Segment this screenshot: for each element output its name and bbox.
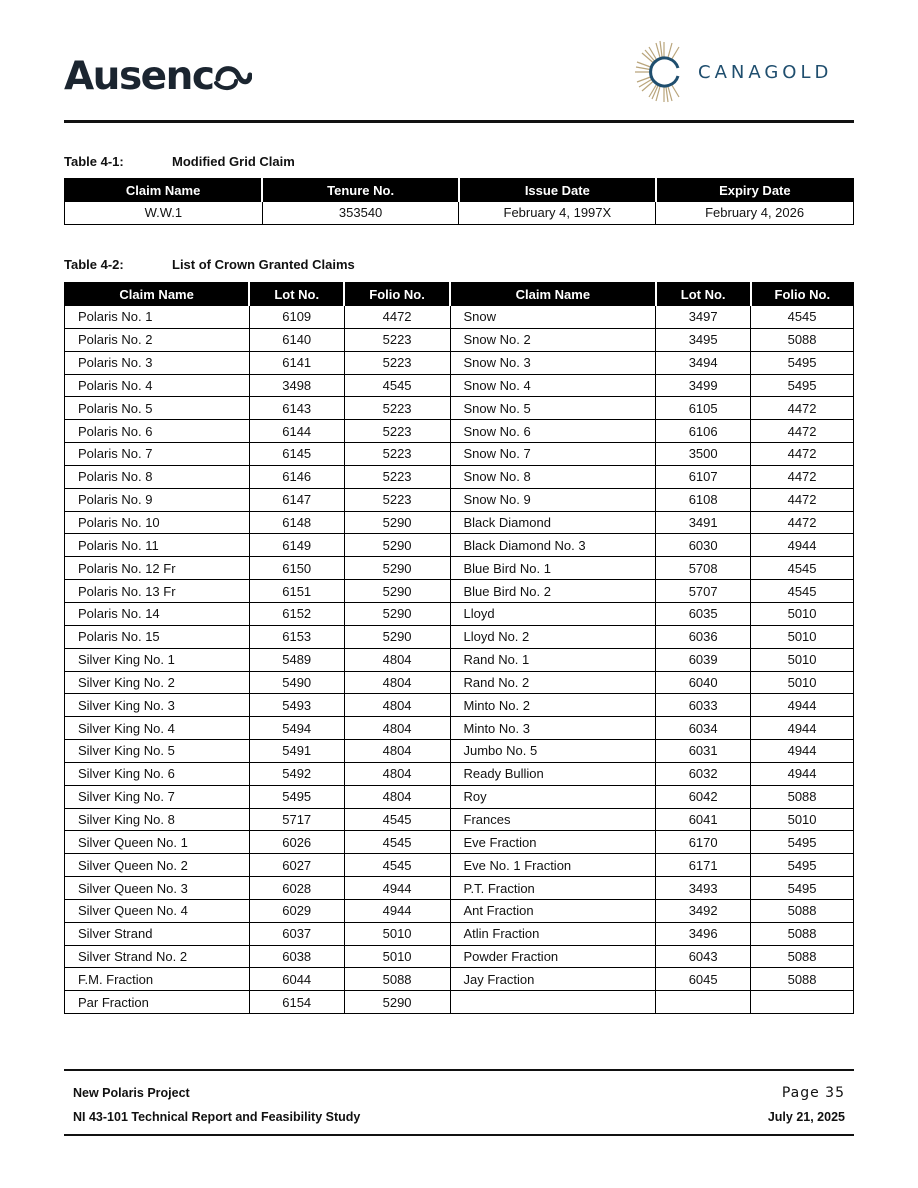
table-cell: 5290 xyxy=(344,511,450,534)
table-cell: February 4, 2026 xyxy=(656,202,854,225)
table-cell: 6151 xyxy=(249,580,344,603)
table-cell: Polaris No. 13 Fr xyxy=(65,580,250,603)
table-cell: P.T. Fraction xyxy=(450,877,656,900)
table-cell: 5010 xyxy=(751,648,854,671)
table-cell: Lloyd xyxy=(450,602,656,625)
table-cell: 4472 xyxy=(751,443,854,466)
table-cell: 3496 xyxy=(656,922,751,945)
table-cell: 4545 xyxy=(344,374,450,397)
table-cell: 6045 xyxy=(656,968,751,991)
table-row xyxy=(65,968,854,991)
table-cell: 6143 xyxy=(249,397,344,420)
table-cell: Polaris No. 4 xyxy=(65,374,250,397)
table-row xyxy=(65,488,854,511)
column-header: Tenure No. xyxy=(262,179,459,202)
table-row xyxy=(65,397,854,420)
table-cell: 6107 xyxy=(656,465,751,488)
table-row xyxy=(65,899,854,922)
table-cell: Polaris No. 1 xyxy=(65,306,250,329)
column-header: Lot No. xyxy=(656,283,751,306)
table-cell: 5495 xyxy=(751,854,854,877)
table-cell: 4944 xyxy=(344,899,450,922)
table-row xyxy=(65,306,854,329)
table-cell: 5010 xyxy=(751,625,854,648)
table-cell: Snow No. 7 xyxy=(450,443,656,466)
table-row xyxy=(65,671,854,694)
table2-title: List of Crown Granted Claims xyxy=(172,257,355,272)
table-cell: Silver Queen No. 1 xyxy=(65,831,250,854)
table-cell: February 4, 1997X xyxy=(459,202,656,225)
ausenco-logo: Ausenc xyxy=(64,54,252,100)
table-row xyxy=(65,854,854,877)
table2-caption xyxy=(64,257,355,272)
table-row xyxy=(65,420,854,443)
table-cell: Snow No. 2 xyxy=(450,328,656,351)
table-cell: Polaris No. 15 xyxy=(65,625,250,648)
table-cell: 5495 xyxy=(751,374,854,397)
footer-rule-bottom xyxy=(64,1134,854,1136)
table-row xyxy=(65,945,854,968)
table-cell: Polaris No. 12 Fr xyxy=(65,557,250,580)
column-header: Lot No. xyxy=(249,283,344,306)
column-header: Folio No. xyxy=(751,283,854,306)
table-cell xyxy=(450,991,656,1014)
table-cell: 4944 xyxy=(751,717,854,740)
table-cell: Polaris No. 3 xyxy=(65,351,250,374)
table-cell: 5010 xyxy=(751,808,854,831)
table-cell: Blue Bird No. 1 xyxy=(450,557,656,580)
table-cell: 6150 xyxy=(249,557,344,580)
table-row xyxy=(65,328,854,351)
table-cell: 5223 xyxy=(344,328,450,351)
table-cell: Silver Queen No. 2 xyxy=(65,854,250,877)
table-cell: 5223 xyxy=(344,443,450,466)
table-cell: 5088 xyxy=(751,968,854,991)
table-cell: 4545 xyxy=(344,854,450,877)
table-cell: 6031 xyxy=(656,740,751,763)
page-number: Page 35 xyxy=(781,1085,845,1101)
table-cell: 6170 xyxy=(656,831,751,854)
table-cell: 5708 xyxy=(656,557,751,580)
table-cell: 6105 xyxy=(656,397,751,420)
table-cell: 4472 xyxy=(751,488,854,511)
table-cell: 6036 xyxy=(656,625,751,648)
table-cell: 5707 xyxy=(656,580,751,603)
table-cell: Polaris No. 14 xyxy=(65,602,250,625)
table-row xyxy=(65,443,854,466)
table-cell: 5223 xyxy=(344,488,450,511)
ausenco-swirl-icon xyxy=(212,59,252,95)
table-cell: 5290 xyxy=(344,580,450,603)
footer-date: July 21, 2025 xyxy=(767,1110,845,1124)
table-cell: Silver Strand xyxy=(65,922,250,945)
table-cell: 5495 xyxy=(751,831,854,854)
table-cell: 6042 xyxy=(656,785,751,808)
table-row xyxy=(65,991,854,1014)
table-cell: 5010 xyxy=(344,922,450,945)
table-cell: 5223 xyxy=(344,420,450,443)
table-cell xyxy=(656,991,751,1014)
table-cell: 5290 xyxy=(344,991,450,1014)
table-cell: 3500 xyxy=(656,443,751,466)
table-cell: 4472 xyxy=(751,420,854,443)
table-cell: 3499 xyxy=(656,374,751,397)
crown-granted-claims-table xyxy=(64,282,854,1014)
table-cell: Silver King No. 1 xyxy=(65,648,250,671)
table-cell: 353540 xyxy=(262,202,459,225)
table-cell: 6109 xyxy=(249,306,344,329)
table-cell: Black Diamond xyxy=(450,511,656,534)
table-cell: 5489 xyxy=(249,648,344,671)
table-cell: 6153 xyxy=(249,625,344,648)
table-cell: 6027 xyxy=(249,854,344,877)
table-cell: Frances xyxy=(450,808,656,831)
table-cell: Silver King No. 6 xyxy=(65,762,250,785)
table-cell: 6032 xyxy=(656,762,751,785)
table-cell: Snow No. 6 xyxy=(450,420,656,443)
table-cell: 3491 xyxy=(656,511,751,534)
table-cell: 4804 xyxy=(344,740,450,763)
table-cell: Rand No. 2 xyxy=(450,671,656,694)
table-cell: 5290 xyxy=(344,557,450,580)
table-cell: 4545 xyxy=(751,580,854,603)
table-row xyxy=(65,762,854,785)
table-cell: 6044 xyxy=(249,968,344,991)
table-cell: Ant Fraction xyxy=(450,899,656,922)
table-cell: 6148 xyxy=(249,511,344,534)
table-cell: 5088 xyxy=(751,945,854,968)
table-row xyxy=(65,511,854,534)
table-cell: 5290 xyxy=(344,534,450,557)
table-cell: 4804 xyxy=(344,694,450,717)
table-row xyxy=(65,351,854,374)
table-cell: 6033 xyxy=(656,694,751,717)
table-cell xyxy=(751,991,854,1014)
table-cell: 3498 xyxy=(249,374,344,397)
table-row xyxy=(65,374,854,397)
table-cell: 5223 xyxy=(344,465,450,488)
table-cell: 3495 xyxy=(656,328,751,351)
table-cell: 6145 xyxy=(249,443,344,466)
table-header-row xyxy=(65,283,854,306)
table-cell: 6141 xyxy=(249,351,344,374)
table-cell: Powder Fraction xyxy=(450,945,656,968)
table-cell: 4944 xyxy=(751,534,854,557)
table-cell: 4944 xyxy=(751,740,854,763)
table-cell: 4472 xyxy=(751,397,854,420)
table-cell: 5010 xyxy=(751,602,854,625)
table-cell: 6039 xyxy=(656,648,751,671)
table-header-row xyxy=(65,179,854,202)
table-cell: 3497 xyxy=(656,306,751,329)
table1-label: Table 4-1: xyxy=(64,154,124,169)
table-cell: W.W.1 xyxy=(65,202,263,225)
table-cell: 4804 xyxy=(344,671,450,694)
table-cell: Snow xyxy=(450,306,656,329)
table-cell: 6040 xyxy=(656,671,751,694)
table-cell: 6028 xyxy=(249,877,344,900)
table-cell: Silver King No. 2 xyxy=(65,671,250,694)
table-cell: Silver King No. 3 xyxy=(65,694,250,717)
table-cell: 4472 xyxy=(344,306,450,329)
table-row xyxy=(65,602,854,625)
table-row xyxy=(65,534,854,557)
table-cell: Silver King No. 7 xyxy=(65,785,250,808)
table-cell: Polaris No. 5 xyxy=(65,397,250,420)
canagold-sunburst-icon xyxy=(634,40,690,104)
table-cell: 6146 xyxy=(249,465,344,488)
table-cell: Silver Strand No. 2 xyxy=(65,945,250,968)
table-cell: Jay Fraction xyxy=(450,968,656,991)
table-cell: 5088 xyxy=(344,968,450,991)
footer-report-title: NI 43-101 Technical Report and Feasibility Study xyxy=(73,1110,361,1124)
table-cell: Minto No. 2 xyxy=(450,694,656,717)
header-rule xyxy=(64,120,854,123)
table1-caption xyxy=(64,154,295,169)
table-cell: 5223 xyxy=(344,351,450,374)
table-cell: 6147 xyxy=(249,488,344,511)
table-row xyxy=(65,625,854,648)
table-cell: 5088 xyxy=(751,922,854,945)
table-cell: 5491 xyxy=(249,740,344,763)
table-cell: F.M. Fraction xyxy=(65,968,250,991)
table-row xyxy=(65,785,854,808)
table-cell: Snow No. 5 xyxy=(450,397,656,420)
table-cell: Snow No. 4 xyxy=(450,374,656,397)
table-cell: 4804 xyxy=(344,762,450,785)
table-cell: Ready Bullion xyxy=(450,762,656,785)
table-cell: 4804 xyxy=(344,717,450,740)
table-cell: 4545 xyxy=(751,306,854,329)
table-cell: Atlin Fraction xyxy=(450,922,656,945)
table-cell: 4472 xyxy=(751,465,854,488)
table-cell: 4804 xyxy=(344,785,450,808)
table-cell: Minto No. 3 xyxy=(450,717,656,740)
table-cell: 6043 xyxy=(656,945,751,968)
table-cell: Polaris No. 6 xyxy=(65,420,250,443)
table-cell: 5493 xyxy=(249,694,344,717)
table-cell: Silver Queen No. 3 xyxy=(65,877,250,900)
table-cell: Snow No. 8 xyxy=(450,465,656,488)
table-cell: 5088 xyxy=(751,785,854,808)
table-cell: 5495 xyxy=(751,877,854,900)
footer-project: New Polaris Project xyxy=(73,1086,190,1100)
table-row xyxy=(65,557,854,580)
table-cell: Snow No. 9 xyxy=(450,488,656,511)
table-cell: 6035 xyxy=(656,602,751,625)
table1-title: Modified Grid Claim xyxy=(172,154,295,169)
table-cell: 5010 xyxy=(344,945,450,968)
modified-grid-claim-table xyxy=(64,178,854,225)
table-row xyxy=(65,648,854,671)
table-cell: Silver King No. 8 xyxy=(65,808,250,831)
table-cell: 5290 xyxy=(344,625,450,648)
table-cell: 4545 xyxy=(344,808,450,831)
table-row xyxy=(65,922,854,945)
table-cell: 6026 xyxy=(249,831,344,854)
table-cell: Silver King No. 4 xyxy=(65,717,250,740)
table-cell: 5717 xyxy=(249,808,344,831)
table-cell: 6140 xyxy=(249,328,344,351)
table-cell: 6171 xyxy=(656,854,751,877)
table-row xyxy=(65,465,854,488)
table-cell: Polaris No. 11 xyxy=(65,534,250,557)
table-cell: 6106 xyxy=(656,420,751,443)
table-cell: Eve Fraction xyxy=(450,831,656,854)
table-row xyxy=(65,808,854,831)
column-header: Claim Name xyxy=(65,179,263,202)
table-cell: 3494 xyxy=(656,351,751,374)
table-row xyxy=(65,877,854,900)
table-cell: 5088 xyxy=(751,899,854,922)
table-cell: 3493 xyxy=(656,877,751,900)
table-cell: 4944 xyxy=(344,877,450,900)
table-cell: 5290 xyxy=(344,602,450,625)
table-cell: 6144 xyxy=(249,420,344,443)
table-cell: Lloyd No. 2 xyxy=(450,625,656,648)
table-cell: Blue Bird No. 2 xyxy=(450,580,656,603)
table-cell: 4545 xyxy=(751,557,854,580)
canagold-logo xyxy=(634,40,832,104)
table-cell: 6034 xyxy=(656,717,751,740)
table-cell: Polaris No. 10 xyxy=(65,511,250,534)
table-cell: 4944 xyxy=(751,762,854,785)
table-cell: 4545 xyxy=(344,831,450,854)
table-cell: Polaris No. 9 xyxy=(65,488,250,511)
table-cell: Polaris No. 8 xyxy=(65,465,250,488)
table-cell: 6149 xyxy=(249,534,344,557)
table-cell: 6030 xyxy=(656,534,751,557)
table-cell: 3492 xyxy=(656,899,751,922)
table-cell: Silver King No. 5 xyxy=(65,740,250,763)
table-cell: 5495 xyxy=(751,351,854,374)
column-header: Expiry Date xyxy=(656,179,854,202)
table-cell: 5490 xyxy=(249,671,344,694)
table-row xyxy=(65,717,854,740)
table-cell: 5495 xyxy=(249,785,344,808)
footer-rule-top xyxy=(64,1069,854,1071)
table-cell: 5010 xyxy=(751,671,854,694)
canagold-wordmark: CANAGOLD xyxy=(698,61,833,83)
table-cell: Polaris No. 2 xyxy=(65,328,250,351)
table-cell: 6152 xyxy=(249,602,344,625)
table-cell: 6038 xyxy=(249,945,344,968)
table-cell: 5494 xyxy=(249,717,344,740)
table-cell: Snow No. 3 xyxy=(450,351,656,374)
table2-label: Table 4-2: xyxy=(64,257,124,272)
table-cell: 4472 xyxy=(751,511,854,534)
column-header: Folio No. xyxy=(344,283,450,306)
table-cell: Eve No. 1 Fraction xyxy=(450,854,656,877)
table-row xyxy=(65,202,854,225)
table-cell: 6108 xyxy=(656,488,751,511)
column-header: Issue Date xyxy=(459,179,656,202)
table-cell: 5088 xyxy=(751,328,854,351)
table-cell: 6154 xyxy=(249,991,344,1014)
table-cell: Rand No. 1 xyxy=(450,648,656,671)
table-cell: 5223 xyxy=(344,397,450,420)
table-cell: 6041 xyxy=(656,808,751,831)
table-row xyxy=(65,580,854,603)
table-cell: Par Fraction xyxy=(65,991,250,1014)
table-cell: 4804 xyxy=(344,648,450,671)
table-cell: Roy xyxy=(450,785,656,808)
table-cell: 4944 xyxy=(751,694,854,717)
table-cell: 5492 xyxy=(249,762,344,785)
table-row xyxy=(65,831,854,854)
table-cell: 6029 xyxy=(249,899,344,922)
column-header: Claim Name xyxy=(65,283,250,306)
table-cell: Black Diamond No. 3 xyxy=(450,534,656,557)
table-row xyxy=(65,740,854,763)
column-header: Claim Name xyxy=(450,283,656,306)
table-cell: Polaris No. 7 xyxy=(65,443,250,466)
table-cell: Silver Queen No. 4 xyxy=(65,899,250,922)
table-cell: Jumbo No. 5 xyxy=(450,740,656,763)
table-row xyxy=(65,694,854,717)
table-cell: 6037 xyxy=(249,922,344,945)
